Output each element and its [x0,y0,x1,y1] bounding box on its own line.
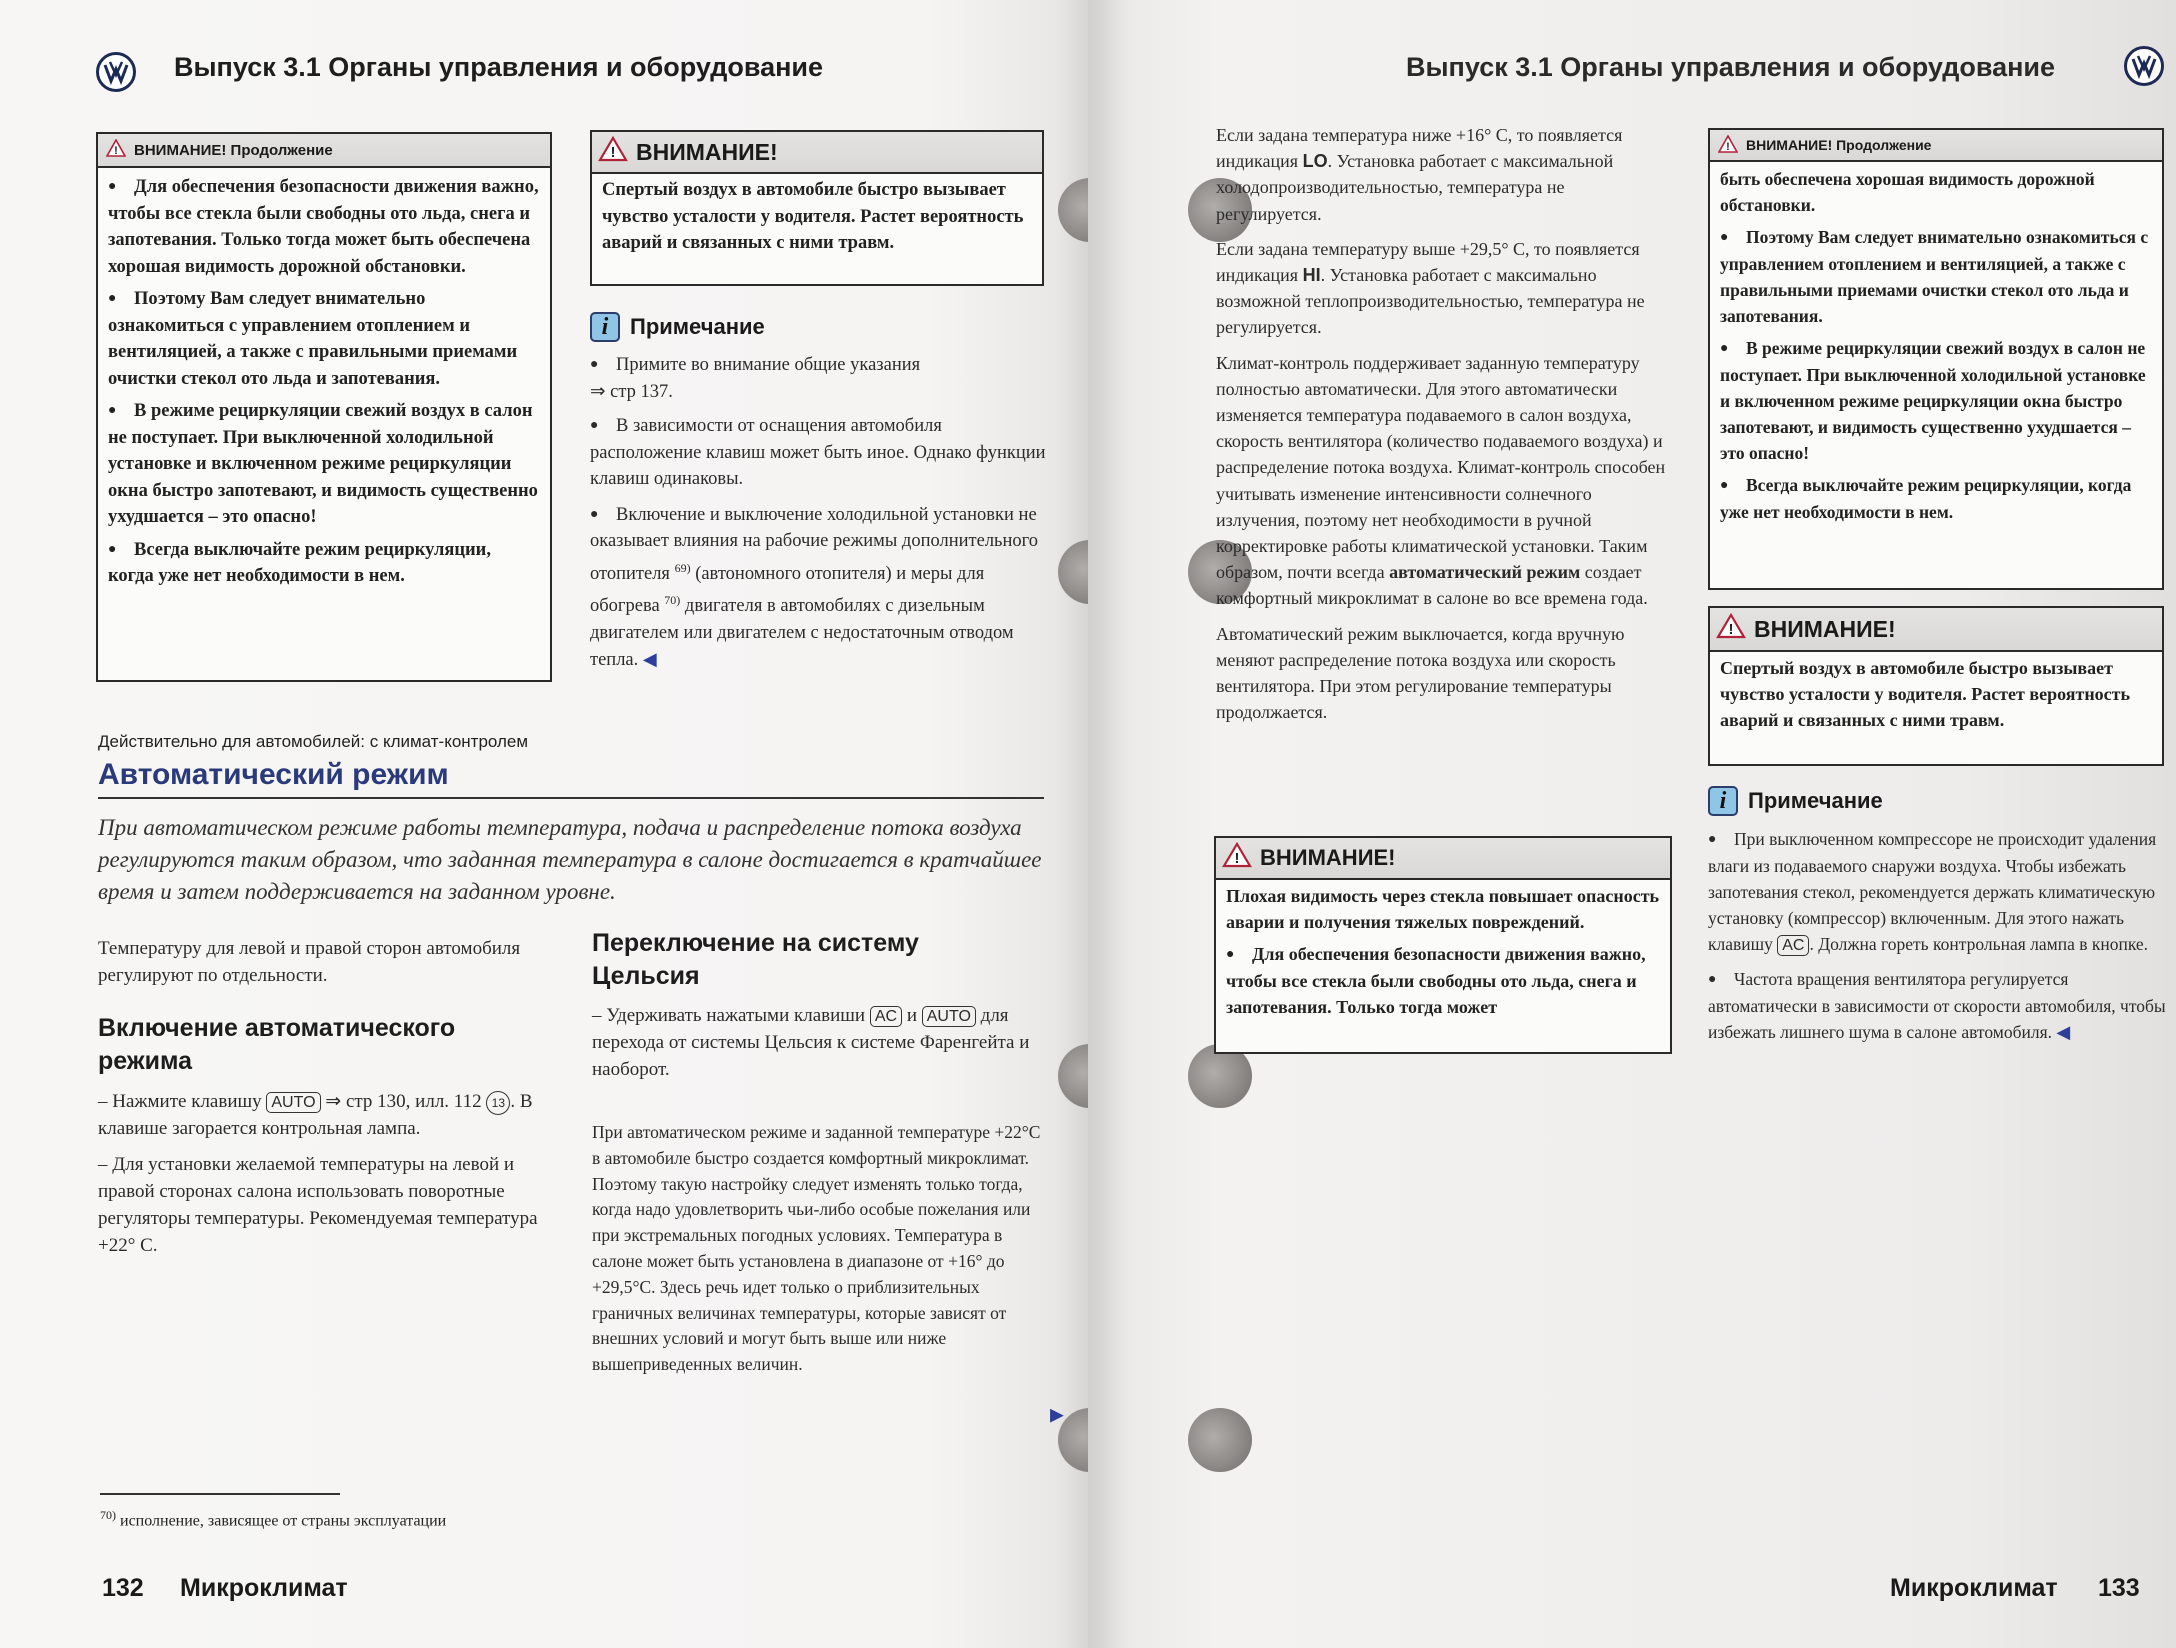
note-body [1708,826,2168,1054]
note-ref[interactable]: ⇒ стр 137. [590,381,673,402]
svg-text:!: ! [610,144,616,161]
svg-text:!: ! [114,145,118,157]
note-item: ● Частота вращения вентилятора регулируется автоматически в зависимости от скорости автомобиля, чтобы избежать лишнего шума в салоне автомобиля. ◀ [1708,966,2168,1045]
note-heading [1708,786,1883,816]
header-title: Выпуск 3.1 Органы управления и оборудование [1406,52,2056,82]
auto-key: AUTO [266,1092,320,1113]
warning-triangle-icon [1222,842,1252,874]
note-item: ● При выключенном компрессоре не происходит удаления влаги из подаваемого снаружи воздуха. Чтобы избежать запотевания стекол, рекомендуется держать климатическую установку (компрессор) включенным. Для этого нажать клавишу AC . Должна гореть контрольная лампа в кнопке. [1708,826,2168,957]
main-text [1216,122,1666,734]
ac-key: AC [870,1006,902,1027]
hi-indicator: HI [1302,265,1321,286]
note-item: ● Примите во внимание общие указания [590,352,1046,379]
warning-item: ● Для обеспечения безопасности движения важно, чтобы все стекла были свободны ото льда, снега и запотевания. Только тогда может быть обеспечена хорошая видимость дорожной обстановки. [108,174,540,280]
paragraph: Если задана температура ниже +16° С, то появляется индикация LO. Установка работает с максимальной холодопроизводительностью, температура не регулируется. [1216,125,1623,224]
footnote: $^{70)}$ исполнение, зависящее от страны эксплуатации [100,1508,447,1530]
page-section: Микроклимат [180,1574,348,1602]
step: – Нажмите клавишу AUTO ⇒ стр 130, илл. 112 13 . В клавише загорается контрольная лампа. [98,1091,533,1139]
warning-item: ● В режиме рециркуляции свежий воздух в салон не поступает. При выключенной холодильной установке и включенном режиме рециркуляции окна быстро запотевают, и видимость существенно ухудшается – это опасно! [108,398,540,531]
svg-text:!: ! [1234,850,1240,867]
col1-steps [98,1088,538,1268]
note-title: Примечание [630,314,765,339]
warning-continued-box [1708,128,2164,590]
warning-item: ● Всегда выключайте режим рециркуляции, когда уже нет необходимости в нем. [1720,472,2152,525]
info-icon: i [590,312,620,342]
auto-key: AUTO [922,1006,976,1027]
warning-item: ● Всегда выключайте режим рециркуляции, когда уже нет необходимости в нем. [108,537,540,590]
continue-arrow-icon: ◀ [1050,1407,1064,1427]
validity-note: Действительно для автомобилей: с климат-контролем [98,732,529,751]
vw-logo-icon [2124,46,2164,86]
page-section: Микроклимат [1890,1574,2058,1602]
col1-para: Температуру для левой и правой сторон автомобиля регулируют по отдельности. [98,938,521,986]
warning-title: ВНИМАНИЕ! Продолжение [134,141,333,159]
col2-heading: Переключение на систему Цельсия [592,929,919,990]
svg-text:!: ! [1726,140,1730,153]
warning-text: Спертый воздух в автомобиле быстро вызывает чувство усталости у водителя. Растет вероятность аварий и связанных с ними травм. [602,180,1024,253]
step: – Для установки желаемой температуры на левой и правой сторонах салона использовать поворотные регуляторы температуры. Рекомендуемая температура +22° С. [98,1154,538,1256]
section-title: Автоматический режим [98,758,449,791]
warning-box [590,130,1044,286]
note-title: Примечание [1748,788,1883,813]
warning-box [1214,836,1672,1054]
section-divider [98,797,1044,799]
paragraph: Климат-контроль поддерживает заданную температуру полностью автоматически. Для этого автоматически изменяется температура подаваемого в салон воздуха, скорость вентилятора (количество подаваемого воздуха) и распределение потока воздуха. Климат-контроль способен учитывать изменение интенсивности солнечного излучения, поэтому нет необходимости в ручной корректировке работы климатической установки. Таким образом, почти всегда автоматический режим создает комфортный микроклимат в салоне во все времена года. [1216,352,1666,609]
back-arrow-icon: ◀ [642,649,657,670]
binder-hole [1188,1408,1252,1472]
warning-title: ВНИМАНИЕ! [1754,615,1896,642]
right-page [1088,0,2176,1648]
vw-logo-icon [96,52,136,92]
page-number: 132 [102,1574,144,1602]
step: – Удерживать нажатыми клавиши AC и AUTO для перехода от системы Цельсия к системе Фаренгейта и наоборот. [592,1005,1030,1080]
paragraph: Автоматический режим выключается, когда вручную меняют распределение потока воздуха или скорость вентилятора. При этом регулирование температуры продолжается. [1216,623,1625,723]
paragraph: Если задана температуру выше +29,5° С, то появляется индикация HI. Установка работает с максимально возможной теплопроизводительностью, температура не регулируется. [1216,238,1645,338]
col1-heading: Включение автоматического режима [98,1014,456,1075]
warning-item: ● В режиме рециркуляции свежий воздух в салон не поступает. При выключенной холодильной установке и включенном режиме рециркуляции окна быстро запотевают, и видимость существенно ухудшается – это опасно! [1720,335,2152,466]
warning-triangle-icon [106,139,126,161]
note-item: ● В зависимости от оснащения автомобиля расположение клавиш может быть иное. Однако функции клавиш одинаковы. [590,413,1046,493]
warning-triangle-icon [1718,135,1738,156]
svg-text:!: ! [1728,621,1734,638]
lo-indicator: LO [1302,151,1328,172]
info-icon: i [1708,786,1738,816]
note-heading [590,312,765,342]
col2-step [592,1002,1042,1092]
header-title: Выпуск 3.1 Органы управления и оборудование [174,52,824,82]
warning-triangle-icon [598,136,628,168]
footnote-divider [100,1493,340,1495]
warning-title: ВНИМАНИЕ! Продолжение [1746,137,1932,153]
warning-lead: быть обеспечена хорошая видимость дорожной обстановки. [1720,169,2095,215]
warning-triangle-icon [1716,613,1746,645]
warning-title: ВНИМАНИЕ! [1260,845,1396,870]
warning-box [1708,606,2164,766]
warning-title: ВНИМАНИЕ! [636,138,778,165]
ac-key: AC [1777,935,1809,956]
back-arrow-icon: ◀ [2056,1022,2071,1042]
page-number: 133 [2098,1574,2140,1602]
note-body [590,352,1046,683]
col2-para: При автоматическом режиме и заданной температуре +22°С в автомобиле быстро создается комфортный микроклимат. Поэтому такую настройку следует изменять только тогда, когда надо удовлетворить чьи-либо особые пожелания или при экстремальных погодных условиях. Температура в салоне может быть установлена в диапазоне от +16° до +29,5°С. Здесь речь идет только о приблизительных граничных величинах температуры, которые зависят от внешних условий и могут быть выше или ниже вышеприведенных величин. [592,1122,1041,1375]
warning-item: ● Поэтому Вам следует внимательно ознакомиться с управлением отоплением и вентиляцией, а также с правильными приемами очистки стекол ото льда и запотевания. [1720,224,2152,329]
section-intro: При автоматическом режиме работы температура, подача и распределение потока воздуха регулируются таким образом, что заданная температура в салоне достигается в кратчайшее время и затем поддерживается на заданном уровне. [98,815,1042,904]
warning-text: Спертый воздух в автомобиле быстро вызывает чувство усталости у водителя. Растет вероятность аварий и связанных с ними травм. [1720,658,2131,730]
warning-text: Плохая видимость через стекла повышает опасность аварии и получения тяжелых повреждений. [1226,886,1660,932]
warning-continued-box [96,132,552,682]
warning-item: ● Для обеспечения безопасности движения важно, чтобы все стекла были свободны ото льда, снега и запотевания. Только тогда может [1226,941,1660,1020]
callout-number: 13 [486,1091,510,1115]
note-item: ● Включение и выключение холодильной установки не оказывает влияния на рабочие режимы дополнительного отопителя $^{69)}$ (автономного отопителя) и меры для обогрева $^{70)}$ двигателя в автомобилях с дизельным двигателем или двигателем с недостаточным отводом тепла. ◀ [590,502,1046,674]
warning-item: ● Поэтому Вам следует внимательно ознакомиться с управлением отоплением и вентиляцией, а также с правильными приемами очистки стекол ото льда и запотевания. [108,286,540,392]
